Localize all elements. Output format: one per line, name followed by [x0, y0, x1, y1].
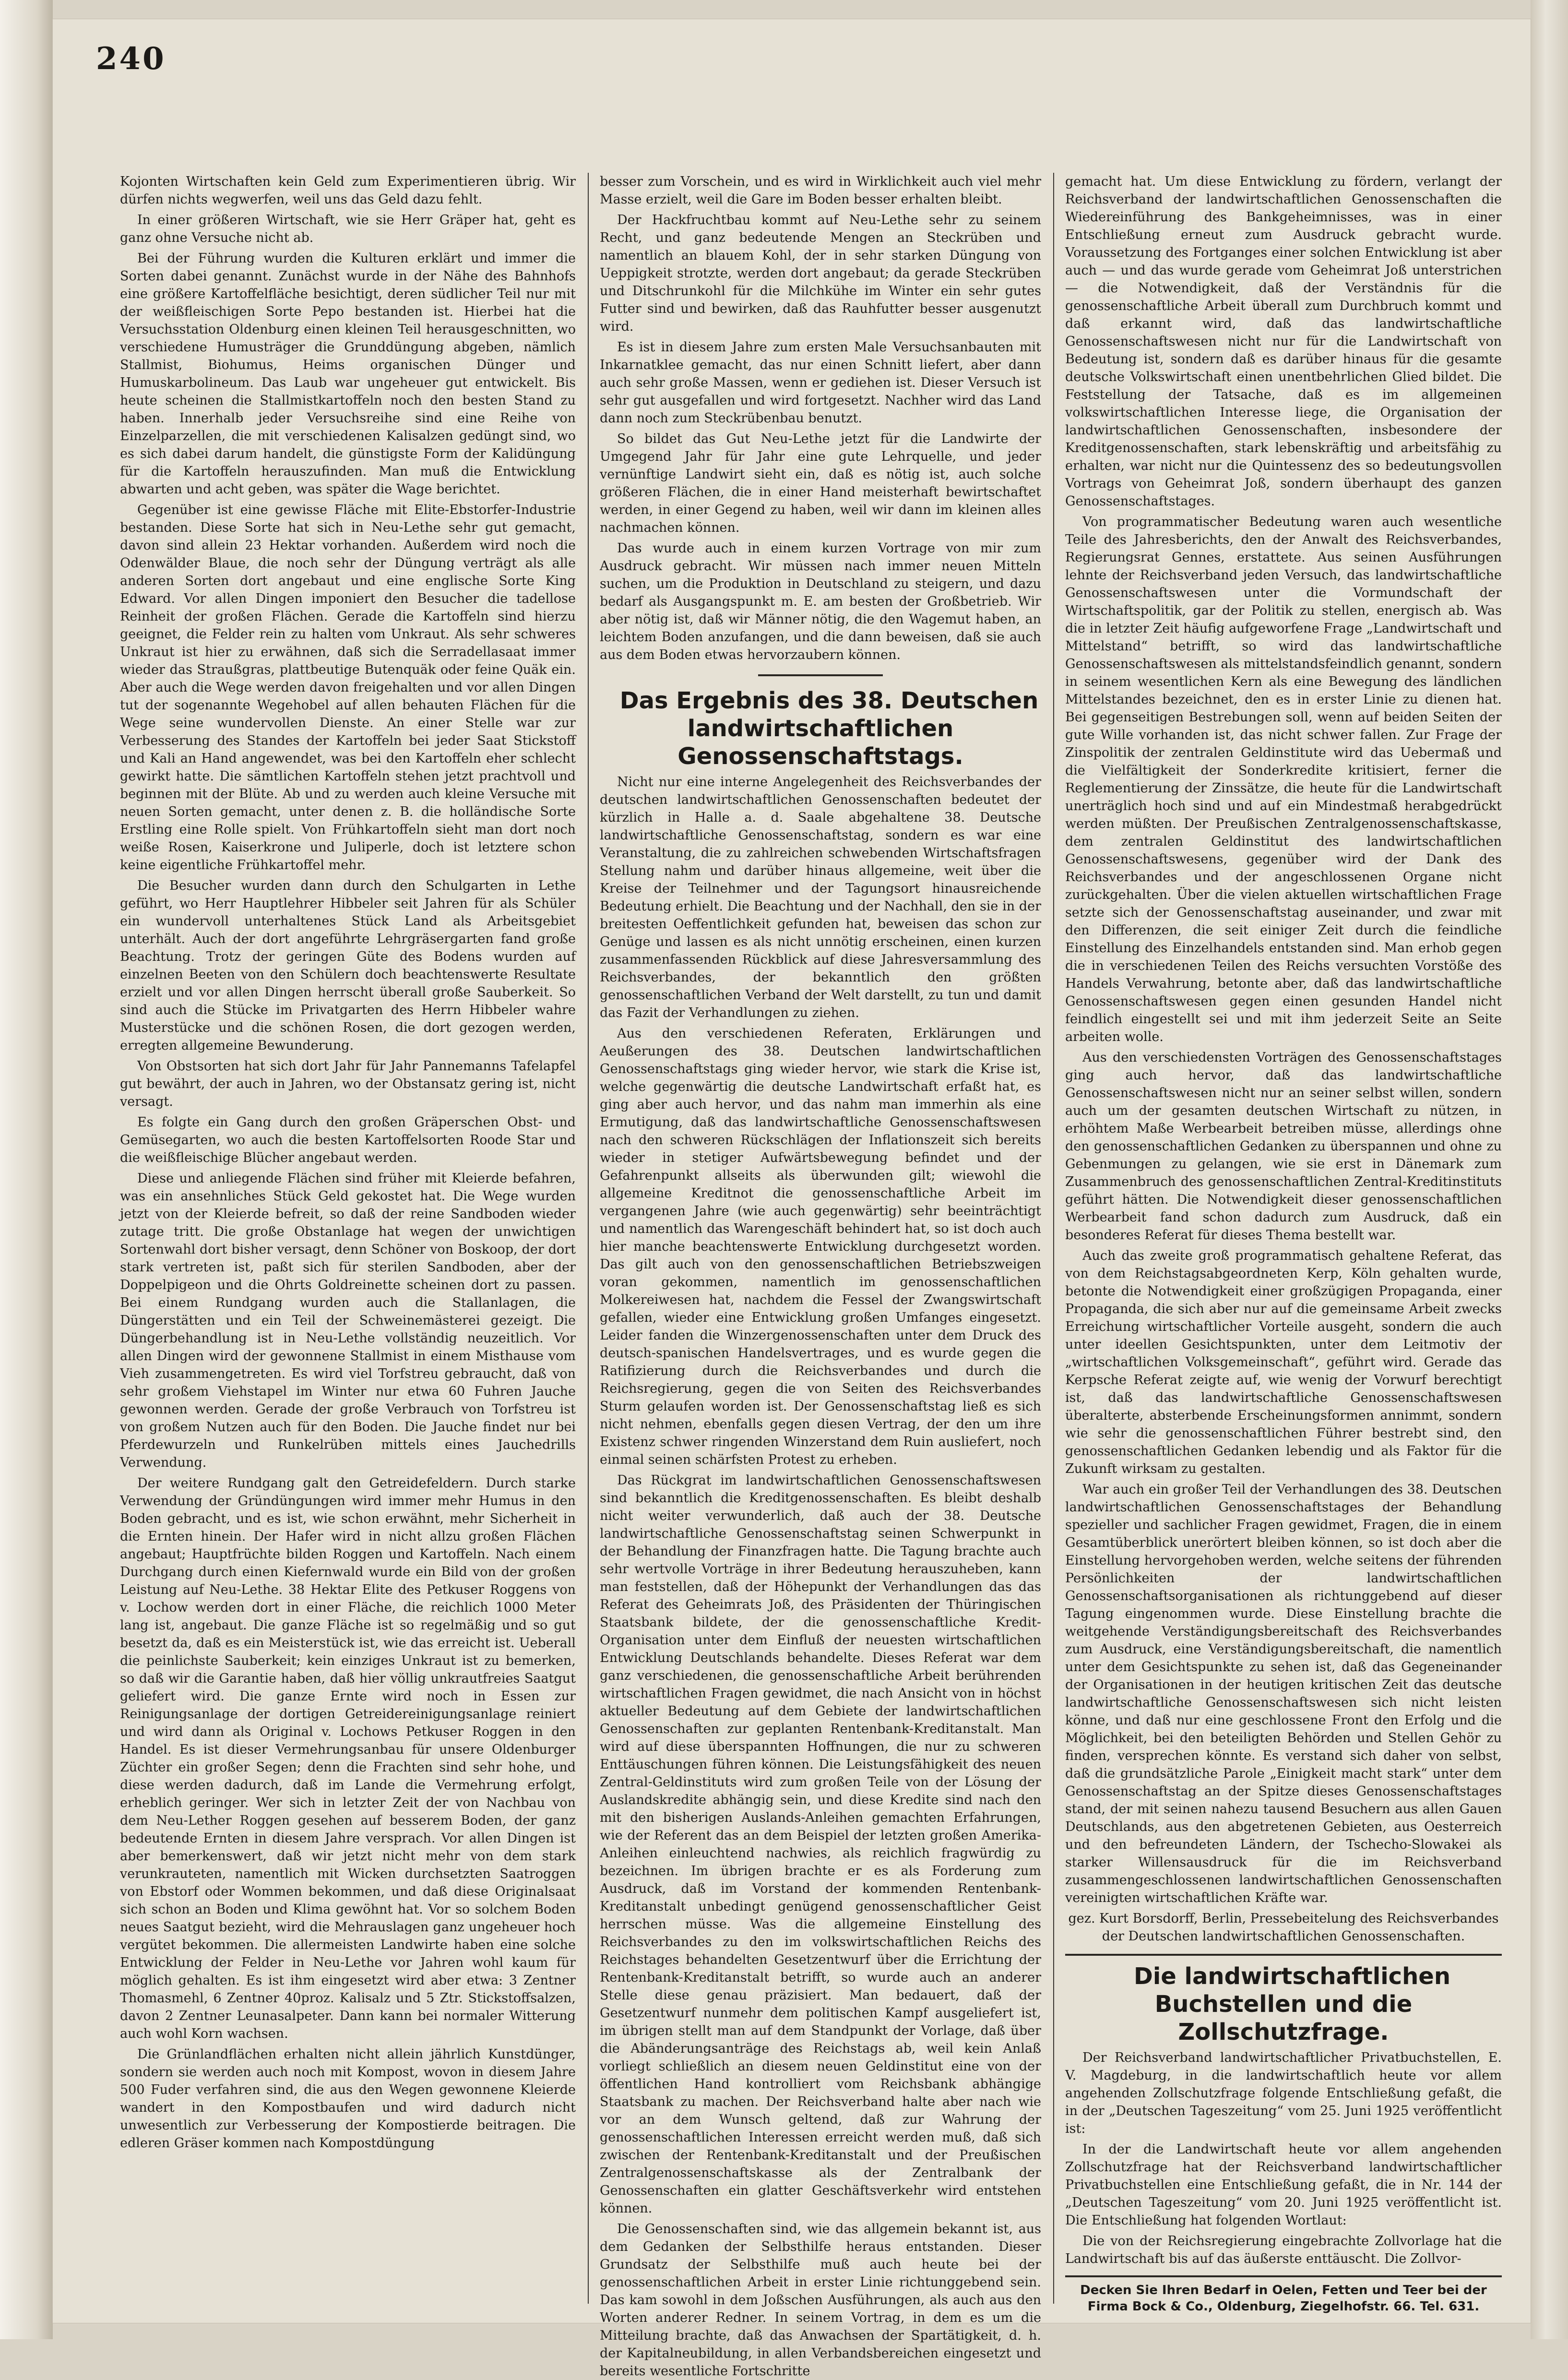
- paragraph: Es ist in diesem Jahre zum ersten Male Versuchsanbauten mit Inkarnatklee gemacht, das nur einen Schnitt liefert, aber dann auch sehr große Massen, wenn er gediehen ist. Dieser Versuch ist sehr gut ausgefallen und wird fortgesetzt. Nachher wird das Land dann noch zum Steckrübenbau benutzt.: [600, 340, 1041, 426]
- paragraph: Das wurde auch in einem kurzen Vortrage von mir zum Ausdruck gebracht. Wir müssen nach immer neuen Mitteln suchen, um die Produktion in Deutschland zu steigern, und dazu bedarf als Ausgangspunkt m. E. am besten der Großbetrieb. Wir aber nötig ist, daß wir Männer nötig, die den Wagemut haben, an leichtem Boden anzufangen, und die dann beweisen, daß sie auch aus dem Boden etwas hervorzaubern können.: [600, 541, 1041, 662]
- paragraph: Es folgte ein Gang durch den großen Gräperschen Obst- und Gemüsegarten, wo auch die besten Kartoffelsorten Roode Star und die weißfleischige Blücher angebaut werden.: [120, 1115, 576, 1165]
- page-edge: [1531, 0, 1568, 2339]
- author-signature: gez. Kurt Borsdorff, Berlin, Pressebeitelung des Reichsverbandes der Deutschen landwirtschaftlichen Genossenschaften.: [1068, 1911, 1499, 1944]
- paragraph: Kojonten Wirtschaften kein Geld zum Experimentieren übrig. Wir dürfen nichts wegwerfen, weil uns das Geld dazu fehlt.: [120, 174, 576, 207]
- advertisement: Decken Sie Ihren Bedarf in Oelen, Fetten und Teer bei der Firma Bock & Co., Oldenburg, Ziegelhofstr. 66. Tel. 631.: [1065, 2275, 1502, 2315]
- paragraph: Die von der Reichsregierung eingebrachte Zollvorlage hat die Landwirtschaft bis auf das äußerste enttäuscht. Die Zollvor-: [1065, 2234, 1502, 2266]
- paragraph: Bei der Führung wurden die Kulturen erklärt und immer die Sorten dabei genannt. Zunächst wurde in der Nähe des Bahnhofs eine größere Kartoffelfläche besichtigt, deren südlicher Teil nur mit der weißfleischigen Sorte Pepo bestanden ist. Hierbei hat die Versuchsstation Oldenburg einen kleinen Teil herausgeschnitten, wo verschiedene Humusträger die Grunddüngung abgeben, nämlich Stallmist, Biohumus, Heims organischen Dünger und Humuskarbolineum. Das Laub war ungeheuer gut entwickelt. Bis heute scheinen die Stallmistkartoffeln noch den besten Stand zu haben. Innerhalb jeder Versuchsreihe sind eine Reihe von Einzelparzellen, die mit verschiedenen Kalisalzen gedüngt sind, wo es sich dabei darum handelt, die günstigste Form der Kalidüngung für die Kartoffeln herauszufinden. Man muß die Entwicklung abwarten und acht geben, was später die Wage berichtet.: [120, 251, 576, 497]
- page-number: 240: [96, 41, 166, 77]
- column-2: [600, 173, 1041, 2379]
- paragraph: Das Rückgrat im landwirtschaftlichen Genossenschaftswesen sind bekanntlich die Kreditgenossenschaften. Es bleibt deshalb nicht weiter verwunderlich, daß auch der 38. Deutsche landwirtschaftliche Genossenschaftstag seinen Schwerpunkt in der Behandlung der Finanzfragen hatte. Die Tagung brachte auch sehr wertvolle Vorträge in ihrer Bedeutung herauszuheben, kann man feststellen, daß der Höhepunkt der Verhandlungen das das Referat des Geheimrats Joß, des Präsidenten der Thüringischen Staatsbank bildete, der die genossenschaftliche Kredit-Organisation unter dem Einfluß der neuesten wirtschaftlichen Entwicklung Deutschlands behandelte. Dieses Referat war dem ganz verschiedenen, die genossenschaftliche Arbeit berührenden wirtschaftlichen Fragen gewidmet, die nach Ansicht von in höchst aktueller Bedeutung auf dem Gebiete der landwirtschaftlichen Genossenschaften zur geplanten Rentenbank-Kreditanstalt. Man wird auf diese überspannten Hoffnungen, die nur zu schweren Enttäuschungen führen können. Die Leistungsfähigkeit des neuen Zentral-Geldinstituts wird zum großen Teile von der Lösung der Auslandskredite abhängig sein, und diese Kredite sind nach den mit den bisherigen Auslands-Anleihen gemachten Erfahrungen, wie der Referent das an dem Beispiel der letzten großen Amerika-Anleihen einleuchtend nachwies, als reichlich fragwürdig zu bezeichnen. Im übrigen brachte er es als Forderung zum Ausdruck, daß im Vorstand der kommenden Rentenbank-Kreditanstalt unbedingt genügend genossenschaftlicher Geist herrschen müsse. Was die allgemeine Einstellung des Reichsverbandes zu den im volkswirtschaftlichen Reichs des Reichstages behandelten Gesetzentwurf über die Errichtung der Rentenbank-Kreditanstalt betrifft, so wurde auch an anderer Stelle diese genau präzisiert. Man bedauert, daß der Gesetzentwurf nunmehr dem politischen Kampf ausgeliefert ist, im übrigen stellt man auf dem Standpunkt der Vorlage, daß über die Abänderungsanträge des Reichstags ab, weil kein Anlaß vorliegt schließlich an diesem neuen Geldinstitut eine von der öffentlichen Hand kontrolliert vom Reichsbank abhängige Staatsbank zu machen. Der Reichsverband halte aber nach wie vor an dem Wunsch geltend, daß zur Wahrung der genossenschaftlichen Interessen erreicht werden muß, daß sich zwischen der Rentenbank-Kreditanstalt und der Preußischen Zentralgenossenschaftskasse als der Zentralbank der Genossenschaften ein glatter Geschäftsverkehr wird entstehen können.: [600, 1473, 1041, 2216]
- column-rule: [1053, 173, 1054, 2304]
- paragraph: War auch ein großer Teil der Verhandlungen des 38. Deutschen landwirtschaftlichen Genossenschaftstages der Behandlung spezieller und sachlicher Fragen gewidmet, Fragen, die in einem Gesamtüberblick unerörtert bleiben können, so ist doch aber die Einstellung hervorgehoben werden, welche seitens der führenden Persönlichkeiten der landwirtschaftlichen Genossenschaftsorganisationen als richtunggebend auf dieser Tagung eingenommen wurde. Diese Einstellung brachte die weitgehende Verständigungsbereitschaft des Reichsverbandes zum Ausdruck, eine Verständigungsbereitschaft, die namentlich unter dem Gesichtspunkte zu sehen ist, daß das Gegeneinander der Organisationen in der heutigen kritischen Zeit das deutsche landwirtschaftliche Genossenschaftswesen sich nicht leisten könne, und daß nur eine geschlossene Front den Erfolg und die Möglichkeit, bei den beteiligten Behörden und Stellen Gehör zu finden, versprechen könnte. Es verstand sich daher von selbst, daß die grundsätzliche Parole „Einigkeit macht stark“ unter dem Genossenschaftstag an der Spitze dieses Genossenschaftstages stand, der mit seinen nahezu tausend Besuchern aus allen Gauen Deutschlands, aus den abgetretenen Gebieten, aus Oesterreich und den befreundeten Ländern, der Tschecho-Slowakei als starker Willensausdruck für die im Reichsverband zusammengeschlossenen landwirtschaftlichen Genossenschaften vereinigten wirtschaftlichen Kräfte war.: [1065, 1482, 1502, 1905]
- paragraph: Der Hackfruchtbau kommt auf Neu-Lethe sehr zu seinem Recht, und ganz bedeutende Mengen an Steckrüben und namentlich an blauem Kohl, der in sehr starken Düngung von Ueppigkeit strotzte, werden dort angebaut; da gerade Steckrüben und Ditschrunkohl für die Milchkühe im Winter ein sehr gutes Futter sind und bewirken, daß das Rauhfutter besser ausgenutzt wird.: [600, 213, 1041, 334]
- paragraph: Der weitere Rundgang galt den Getreidefeldern. Durch starke Verwendung der Gründüngungen wird immer mehr Humus in den Boden gebracht, und es ist, wie schon erwähnt, mehr Sicherheit in die Ernten hinein. Der Hafer wird in nicht allzu großen Flächen angebaut; Hauptfrüchte bilden Roggen und Kartoffeln. Nach einem Durchgang durch einen Kiefernwald wurde ein Bild von der großen Leistung auf Neu-Lethe. 38 Hektar Elite des Petkuser Roggens von v. Lochow werden dort in einer Fläche, die reichlich 1000 Meter lang ist, angebaut. Die ganze Fläche ist so regelmäßig und so gut besetzt da, daß es ein Meisterstück ist, wie das erreicht ist. Ueberall die peinlichste Sauberkeit; kein einziges Unkraut ist zu bemerken, so daß wir die Garantie haben, daß hier völlig unkrautfreies Saatgut geliefert wird. Die ganze Ernte wird noch in Essen zur Reinigungsanlage der dortigen Getreidereinigungsanlage reiniert und wird dann als Original v. Lochows Petkuser Roggen in den Handel. Es ist dieser Vermehrungsanbau für unsere Oldenburger Züchter ein großer Segen; denn die Frachten sind sehr hohe, und diese werden dadurch, daß im Lande die Vermehrung erfolgt, erheblich geringer. Wer sich in letzter Zeit der von Nachbau von dem Neu-Lether Roggen gesehen auf besserem Boden, der ganz bedeutende Ernten in diesem Jahre versprach. Vor allen Dingen ist aber bemerkenswert, daß wir jetzt nicht mehr von dem stark verunkrauteten, namentlich mit Wicken durchsetzten Saatroggen von Ebstorf oder Wommen bekommen, und daß diese Originalsaat sich schon an Boden und Klima gewöhnt hat. Vor so solchem Boden neues Saatgut bezieht, wird die Mehrauslagen ganz ungeheuer hoch vergütet bekommen. Die allermeisten Landwirte haben eine solche Entwicklung der Felder in Neu-Lethe vor Jahren wohl kaum für möglich gehalten. Es ist ihm eingesetzt wird aber etwa: 3 Zentner Thomasmehl, 6 Zentner 40proz. Kalisalz und 5 Ztr. Stickstoffsalzen, davon 2 Zentner Leunasalpeter. Dann kann bei normaler Witterung auch wohl Korn wachsen.: [120, 1476, 576, 2041]
- paragraph: Von programmatischer Bedeutung waren auch wesentliche Teile des Jahresberichts, den der Anwalt des Reichsverbandes, Regierungsrat Gennes, erstattete. Aus seinen Ausführungen lehnte der Reichsverband jeden Versuch, das landwirtschaftliche Genossenschaftswesen unter die Vormundschaft der Wirtschaftspolitik, gar der Politik zu stellen, energisch ab. Was die in letzter Zeit häufig aufgeworfene Frage „Landwirtschaft und Mittelstand“ betrifft, so wird das landwirtschaftliche Genossenschaftswesen als mittelstandsfeindlich genannt, sondern in seinem wesentlichen Kern als eine Bewegung des ländlichen Mittelstandes bezeichnet, den es in erster Linie zu dienen hat. Bei gegenseitigen Bestrebungen soll, wenn auf beiden Seiten der gute Wille vorhanden ist, das nicht schwer fallen. Zur Frage der Zinspolitik der zentralen Geldinstitute wird das Uebermaß und die Vielfältigkeit der Sonderkredite kritisiert, ferner die Reglementierung der Zinssätze, die heute für die Landwirtschaft unerträglich hoch sind und auf ein Mindestmaß herabgedrückt werden müßten. Der Preußischen Zentralgenossenschaftskasse, dem zentralen Geldinstitut des landwirtschaftlichen Genossenschaftswesens, gegenüber wird der Dank des Reichsverbandes und der angeschlossenen Organe nicht zurückgehalten. Über die vielen aktuellen wirtschaftlichen Frage setzte sich der Genossenschaftstag auseinander, und zwar mit den Differenzen, die seit einiger Zeit durch die feindliche Einstellung des Einzelhandels entstanden sind. Man erhob gegen die in verschiedenen Teilen des Reichs versuchten Vorstöße des Handels Verwahrung, betonte aber, daß das landwirtschaftliche Genossenschaftswesen gegen einen gesunden Handel nicht feindlich eingestellt sei und mit ihm jederzeit Seite an Seite arbeiten wolle.: [1065, 514, 1502, 1044]
- paragraph: Der Reichsverband landwirtschaftlicher Privatbuchstellen, E. V. Magdeburg, in die landwirtschaftlich heute vor allem angehenden Zollschutzfrage folgende Entschließung gefaßt, die in der „Deutschen Tageszeitung“ vom 25. Juni 1925 veröffentlicht ist:: [1065, 2050, 1502, 2136]
- paragraph: Nicht nur eine interne Angelegenheit des Reichsverbandes der deutschen landwirtschaftlichen Genossenschaften bedeutet der kürzlich in Halle a. d. Saale abgehaltene 38. Deutsche landwirtschaftliche Genossenschaftstag, sondern es war eine Veranstaltung, die zu zahlreichen schwebenden Wirtschaftsfragen Stellung nahm und darüber hinaus allgemeine, weit über die Kreise der Teilnehmer und der Tagungsort hinausreichende Bedeutung erhielt. Die Beachtung und der Nachhall, den sie in der breitesten Oeffentlichkeit gefunden hat, beweisen das schon zur Genüge und lassen es als nicht unnötig erscheinen, einen kurzen zusammenfassenden Rückblick auf diese Jahresversammlung des Reichsverbandes, der bekanntlich den größten genossenschaftlichen Verband der Welt darstellt, zu tun und damit das Fazit der Verhandlungen zu ziehen.: [600, 775, 1041, 1020]
- paragraph: besser zum Vorschein, und es wird in Wirklichkeit auch viel mehr Masse erzielt, weil die Gare im Boden besser erhalten bleibt.: [600, 174, 1041, 207]
- binding-edge: [0, 0, 53, 2339]
- paragraph: Die Besucher wurden dann durch den Schulgarten in Lethe geführt, wo Herr Hauptlehrer Hibbeler seit Jahren für als Schüler ein wundervoll unterhaltenes Stück Land als Arbeitsgebiet unterhält. Auch der dort angeführte Lehrgräsergarten fand große Beachtung. Trotz der geringen Güte des Bodens wurden auf einzelnen Beeten von den Schülern doch beachtenswerte Resultate erzielt und vor allen Dingen herrscht überall große Sauberkeit. So sind auch die Stücke im Privatgarten des Herrn Hibbeler wahre Musterstücke und die schönen Rosen, die dort gezogen werden, erregten allgemeine Bewunderung.: [120, 878, 576, 1053]
- column-1: [120, 173, 576, 2304]
- paragraph: Aus den verschiedensten Vorträgen des Genossenschaftstages ging auch hervor, daß das landwirtschaftliche Genossenschaftswesen nicht nur an seiner selbst willen, sondern auch um der gesamten deutschen Wirtschaft zu nützen, in erhöhtem Maße Werbearbeit betreiben müsse, allerdings ohne den genossenschaftlichen Gedanken zu überspannen und ohne zu Gebenmungen zu gelangen, wie sie erst in Dänemark zum Zusammenbruch des genossenschaftlichen Zentral-Kreditinstituts geführt hätten. Die Notwendigkeit dieser genossenschaftlichen Werbearbeit fand schon dadurch zum Ausdruck, daß ein besonderes Referat für dieses Thema bestellt war.: [1065, 1050, 1502, 1243]
- paragraph: Diese und anliegende Flächen sind früher mit Kleierde befahren, was ein ansehnliches Stück Geld gekostet hat. Die Wege wurden jetzt von der Kleierde befreit, so daß der reine Sandboden wieder zutage tritt. Die große Obstanlage hat wegen der unwichtigen Sortenwahl dort bisher versagt, denn Schöner von Boskoop, der dort stark vertreten ist, paßt sich für sterilen Sandboden, aber der Doppelpigeon und die Ohrts Goldreinette scheinen dort zu passen. Bei einem Rundgang wurden auch die Stallanlagen, die Düngerstätten und ein Teil der Schweinemästerei gezeigt. Die Düngerbehandlung ist in Neu-Lethe vollständig neuzeitlich. Vor allen Dingen wird der gewonnene Stallmist in einem Misthause vom Vieh zusammengetreten. Es wird viel Torfstreu gebraucht, daß von sehr großem Viehstapel im Winter nur etwa 60 Fuhren Jauche gewonnen werden. Gerade der große Verbrauch von Torfstreu ist von großem Nutzen auch für den Boden. Die Jauche findet nur bei Pferdewurzeln und Runkelrüben mittels eines Jauchedrills Verwendung.: [120, 1171, 576, 1470]
- paragraph: In der die Landwirtschaft heute vor allem angehenden Zollschutzfrage hat der Reichsverband landwirtschaftlicher Privatbuchstellen eine Entschließung gefaßt, die in Nr. 144 der „Deutschen Tageszeitung“ vom 20. Juni 1925 veröffentlicht ist. Die Entschließung hat folgenden Wortlaut:: [1065, 2142, 1502, 2228]
- column-rule: [588, 173, 589, 2304]
- section-separator: [1065, 1954, 1502, 1956]
- paragraph: So bildet das Gut Neu-Lethe jetzt für die Landwirte der Umgegend Jahr für Jahr eine gute Lehrquelle, und jeder vernünftige Landwirt sieht ein, daß es nötig ist, auch solche größeren Flächen, die in einer Hand meisterhaft bewirtschaftet werden, in einer Gegend zu haben, weil wir dann im kleinen alles nachmachen können.: [600, 431, 1041, 535]
- section-separator: [758, 674, 883, 676]
- paragraph: Von Obstsorten hat sich dort Jahr für Jahr Pannemanns Tafelapfel gut bewährt, der auch in Jahren, wo der Obstansatz gering ist, nicht versagt.: [120, 1059, 576, 1109]
- column-3: [1065, 173, 1502, 2314]
- article-headline: Das Ergebnis des 38. Deutschen landwirtschaftlichen Genossenschaftstags.: [619, 687, 1039, 770]
- paragraph: Auch das zweite groß programmatisch gehaltene Referat, das von dem Reichstagsabgeordneten Kerp, Köln gehalten wurde, betonte die Notwendigkeit einer großzügigen Propaganda, einer Propaganda, die sich aber nur auf die gemeinsame Arbeit zwecks Erreichung wirtschaftlicher Vorteile ausgeht, sondern die auch unter ideellen Gesichtspunkten, unter dem Leitmotiv der „wirtschaftlichen Volksgemeinschaft“, geführt wird. Gerade das Kerpsche Referat zeigte auf, wie wenig der Vorwurf berechtigt ist, daß das landwirtschaftliche Genossenschaftswesen überalterte, absterbende Erscheinungsformen annimmt, sondern wie sehr die genossenschaftlichen Führer bestrebt sind, den genossenschaftlichen Gedanken lebendig und als Faktor für die Zukunft wirksam zu gestalten.: [1065, 1248, 1502, 1476]
- paragraph: Aus den verschiedenen Referaten, Erklärungen und Aeußerungen des 38. Deutschen landwirtschaftlichen Genossenschaftstags ging wieder hervor, wie stark die Krise ist, welche gegenwärtig die deutsche Landwirtschaft erfaßt hat, es ging aber auch hervor, und das nahm man immerhin als eine Ermutigung, daß das landwirtschaftliche Genossenschaftswesen nach den schweren Rückschlägen der Inflationszeit sich bereits wieder in stetiger Aufwärtsbewegung befindet und der Gefahrenpunkt allseits als überwunden gilt; wiewohl die allgemeine Kreditnot die genossenschaftliche Arbeit im vergangenen Jahre (wie auch gegenwärtig) sehr beeinträchtigt und namentlich das Warengeschäft behindert hat, so ist doch auch hier manche beachtenswerte Entwicklung durchgesetzt worden. Das gilt auch von den genossenschaftlichen Betriebszweigen voran gekommen, namentlich im genossenschaftlichen Molkereiwesen hat, nachdem die Fessel der Zwangswirtschaft gefallen, wieder eine Entwicklung großen Umfanges eingesetzt. Leider fanden die Winzergenossenschaften unter dem Druck des deutsch-spanischen Handelsvertrages, und es wurde gegen die Ratifizierung durch die Reichsverbandes und durch die Reichsregierung, gegen die von Seiten des Reichsverbandes Sturm gelaufen worden ist. Der Genossenschaftstag ließ es sich nicht nehmen, ebenfalls gegen diesen Vertrag, der den um ihre Existenz schwer ringenden Winzerstand dem Ruin ausliefert, noch einmal seinen schärfsten Protest zu erheben.: [600, 1026, 1041, 1467]
- paragraph: In einer größeren Wirtschaft, wie sie Herr Gräper hat, geht es ganz ohne Versuche nicht ab.: [120, 213, 576, 245]
- paragraph: Die Genossenschaften sind, wie das allgemein bekannt ist, aus dem Gedanken der Selbsthilfe heraus entstanden. Dieser Grundsatz der Selbsthilfe muß auch heute bei der genossenschaftlichen Arbeit in erster Linie richtunggebend sein. Das kam sowohl in dem Joßschen Ausführungen, als auch aus den Worten anderer Redner. In seinem Vortrag, in dem es um die Mitteilung brachte, daß das Anwachsen der Spartätigkeit, d. h. der Kapitalneubildung, in allen Verbandsbereichen eingesetzt und bereits wesentliche Fortschritte: [600, 2222, 1041, 2379]
- paragraph: Die Grünlandflächen erhalten nicht allein jährlich Kunstdünger, sondern sie werden auch noch mit Kompost, wovon in diesem Jahre 500 Fuder verfahren sind, die aus den Wegen gewonnene Kleierde wandert in den Kompostbaufen und wird dadurch nicht unwesentlich zur Verbesserung der Kompostierde beitragen. Die edleren Gräser kommen nach Kompostdüngung: [120, 2047, 576, 2151]
- article-headline: Die landwirtschaftlichen Buchstellen und die Zollschutzfrage.: [1133, 1963, 1451, 2045]
- paragraph: Gegenüber ist eine gewisse Fläche mit Elite-Ebstorfer-Industrie bestanden. Diese Sorte hat sich in Neu-Lethe sehr gut gemacht, davon sind allein 23 Hektar vorhanden. Außerdem wird noch die Odenwälder Blaue, die noch sehr der Düngung verträgt als alle anderen Sorten dort angebaut und eine englische Sorte King Edward. Vor allen Dingen imponiert den Besucher die tadellose Reinheit der großen Flächen. Gerade die Kartoffeln sind hierzu geeignet, die Felder rein zu halten vom Unkraut. Als sehr schweres Unkraut ist hier zu erwähnen, daß sich die Serradellasaat immer wieder das Straußgras, plattbeutige Butenquäk oder feine Quäk ein. Aber auch die Wege werden davon freigehalten und vor allen Dingen tut der sogenannte Wegehobel auf allen behauten Flächen für die Wege seine wundervollen Dienste. An einer Stelle war zur Verbesserung des Standes der Kartoffeln bei jeder Saat Stickstoff und Kali an Hand angewendet, was bei den Kartoffeln eher schlecht gewirkt hatte. Die sämtlichen Kartoffeln stehen jetzt prachtvoll und beginnen mit der Blüte. Ab und zu werden auch kleine Versuche mit neuen Sorten gemacht, unter denen z. B. die holländische Sorte Erstling eine Rolle spielt. Von Frühkartoffeln sieht man dort noch weiße Rosen, Kaiserkrone und Juliperle, doch ist letztere schon keine eigentliche Frühkartoffel mehr.: [120, 502, 576, 873]
- paragraph: gemacht hat. Um diese Entwicklung zu fördern, verlangt der Reichsverband der landwirtschaftlichen Genossenschaften die Wiedereinführung des Bankgeheimnisses, was in einer Entschließung erneut zum Ausdruck gebracht wurde. Voraussetzung des Fortganges einer solchen Entwicklung ist aber auch — und das wurde gerade vom Geheimrat Joß unterstrichen — die Notwendigkeit, daß der Verständnis für die genossenschaftliche Arbeit überall zum Durchbruch kommt und daß erkannt wird, daß das landwirtschaftliche Genossenschaftswesen nicht nur für die Landwirtschaft von Bedeutung ist, sondern daß es darüber hinaus für die gesamte deutsche Volkswirtschaft einen unentbehrlichen Glied bildet. Die Feststellung der Tatsache, daß es im allgemeinen volkswirtschaftlichen Interesse liege, die Organisation der landwirtschaftlichen Genossenschaften, insbesondere der Kreditgenossenschaften, stark lebenskräftig und arbeitsfähig zu erhalten, war nicht nur die Quintessenz des so bedeutungsvollen Vortrags von Geheimrat Joß, sondern überhaupt des ganzen Genossenschaftstages.: [1065, 174, 1502, 509]
- newspaper-page: [53, 19, 1531, 2379]
